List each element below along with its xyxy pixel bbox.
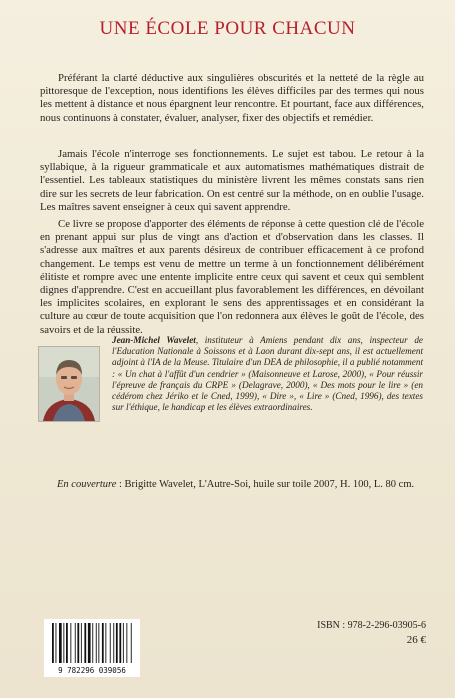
barcode: [44, 619, 140, 677]
cover-credit-text: : Brigitte Wavelet, L'Autre-Soi, huile sur toile 2007, H. 100, L. 80 cm.: [116, 479, 415, 490]
barcode-number: 9 782296 039056: [58, 666, 126, 675]
author-name: Jean-Michel Wavelet: [112, 335, 196, 345]
price: 26 €: [406, 634, 426, 646]
book-title: UNE ÉCOLE POUR CHACUN: [99, 18, 356, 39]
barcode-bars-icon: [51, 623, 133, 663]
summary-paragraph-2: Jamais l'école n'interroge ses fonctionnements. Le sujet est tabou. Le retour à la syllabique, à la rigueur grammaticale et aux automatismes mathématiques distrait de l'essentiel. Les tableaux statistiques du ministère livrent les mêmes constats sans rien dire sur les secrets de leur fabrication. On est centré sur la méthode, on en oublie l'usage. Les maîtres savent enseigner à ceux qui savent apprendre.: [40, 148, 424, 213]
author-photo: [38, 346, 100, 422]
cover-credit-label: En couverture: [57, 479, 117, 490]
summary-paragraph-3: Ce livre se propose d'apporter des éléments de réponse à cette question clé de l'école en prenant appui sur plus de vingt ans d'action et d'observation dans les classes. Il s'adresse aux maîtres et aux parents désireux de contribuer efficacement à ce profond changement. Le temps est venu de mettre un terme à un fonctionnement délibérément élitiste et rompre avec une entente implicite entre ceux qui savent et ceux qui semblent dignes d'apprendre. C'est en accueillant plus favorablement les différences, en dévoilant les implicites scolaires, en explorant le sens des apprentissages et en considérant la culture au cœur de toute acquisition que l'on redonnera aux élèves le goût de l'école, des savoirs et de la réussite.: [40, 218, 424, 336]
isbn: ISBN : 978-2-296-03905-6: [317, 620, 426, 631]
cover-credit: [57, 478, 417, 491]
author-bio: [112, 335, 423, 413]
author-bio-text: , instituteur à Amiens pendant dix ans, inspecteur de l'Education Nationale à Soissons et à Laon durant dix-sept ans, il est actuellement adjoint à l'IA de la Meuse. Titulaire d'un DEA de philosophie, il a publié notamment : « Un chat à l'affût d'un cendrier » (Maisonneuve et Larose, 2000), « Pour réussir l'épreuve de français du CRPE » (Delagrave, 2000), « Des mots pour le lire » (en cédérom chez Jériko et le Cned, 1999), « Dire », « Lire » (Cned, 1996), des textes sur l'éthique, le handicap et les élèves extraordinaires.: [112, 335, 423, 413]
summary-paragraph-1: Préférant la clarté déductive aux singulières obscurités et la netteté de la règle au pittoresque de l'exception, nous identifions les élèves difficiles par des termes qui nous les mettent à distance et nous épargnent leur rencontre. Et pourtant, face aux différences, nous continuons à constater, évaluer, analyser, fixer des objectifs et remédier.: [40, 72, 424, 124]
